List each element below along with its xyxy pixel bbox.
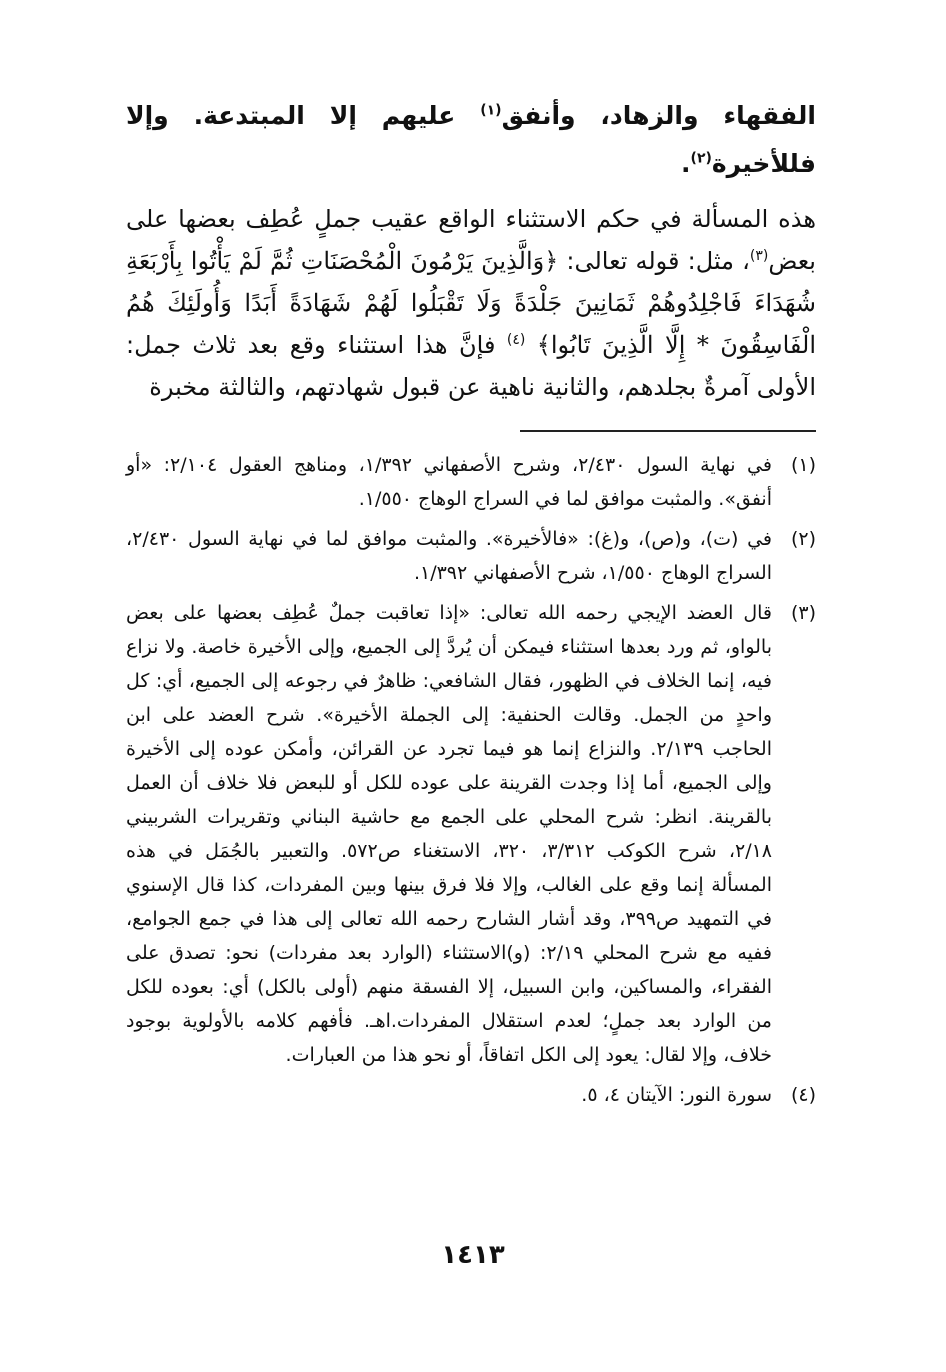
footnote-1: [126, 448, 816, 516]
opening-line-end: .: [681, 149, 691, 178]
quran-verse: ﴿وَالَّذِينَ يَرْمُونَ الْمُحْصَنَاتِ ثُمَّ لَمْ يَأْتُوا بِأَرْبَعَةِ شُهَدَاءَ فَاجْلِدُوهُمْ ثَمَانِينَ جَلْدَةً وَلَا تَقْبَلُوا لَهُمْ شَهَادَةً أَبَدًا وَأُولَئِكَ هُمُ الْفَاسِقُونَ * إِلَّا الَّذِينَ تَابُوا﴾: [126, 247, 816, 359]
footnote-number: (١): [790, 454, 816, 476]
footnote-ref-1: (١): [480, 102, 502, 119]
footnote-number: (٣): [790, 602, 816, 624]
paragraph-part-1: هذه المسألة في حكم الاستثناء الواقع عقيب جملٍ عُطِف بعضها على بعض: [126, 205, 816, 275]
footnote-ref-3: (٣): [749, 248, 769, 264]
main-paragraph: [126, 198, 816, 408]
footnote-ref-2: (٢): [690, 150, 712, 167]
page-number: ١٤١٣: [441, 1240, 505, 1270]
opening-line: [126, 92, 816, 188]
footnote-text: قال العضد الإيجي رحمه الله تعالى: «إذا تعاقبت جملٌ عُطِف بعضها على بعض بالواو، ثم ورد بعدها استثناء فيمكن أن يُردَّ إلى الجميع، وإلى الأخيرة خاصة. ولا نزاع فيه، إنما الخلاف في الظهور، فقال الشافعي: ظاهرٌ في رجوعه إلى الجميع، أي: كل واحدٍ من الجمل. وقالت الحنفية: إلى الجملة الأخيرة». شرح العضد على ابن الحاجب ٢/١٣٩. والنزاع إنما هو فيما تجرد عن القرائن، وأمكن عوده إلى الأخيرة وإلى الجميع، أما إذا وجدت القرينة على عوده للكل أو للبعض فلا خلاف أن العمل بالقرينة. انظر: شرح المحلي على الجمع مع حاشية البناني وتقريرات الشربيني ٢/١٨، شرح الكوكب ٣/٣١٢، ٣٢٠، الاستغناء ص٥٧٢. والتعبير بالجُمَل في هذه المسألة إنما وقع على الغالب، وإلا فلا فرق بينها وبين المفردات، كذا قال الإسنوي في التمهيد ص٣٩٩، وقد أشار الشارح رحمه الله تعالى إلى هذا في جمع الجوامع، ففيه مع شرح المحلي ٢/١٩: (و)الاستثناء (الوارد بعد مفردات) نحو: تصدق على الفقراء، والمساكين، وابن السبيل، إلا الفسقة منهم (أولى بالكل) أي: بعوده للكل من الوارد بعد جملٍ؛ لعدم استقلال المفردات.اهـ. فأفهم كلامه بالأولوية بوجود خلاف، وإلا لقال: يعود إلى الكل اتفاقاً، أو نحو هذا من العبارات.: [126, 602, 773, 1066]
footnote-3: [126, 596, 816, 1072]
footnote-text: في نهاية السول ٢/٤٣٠، وشرح الأصفهاني ١/٣٩٢، ومناهج العقول ٢/١٠٤: «أو أنفق». والمثبت موافق لما في السراج الوهاج ١/٥٥٠.: [126, 454, 772, 510]
main-text: [126, 92, 816, 408]
footnote-4: [126, 1078, 816, 1112]
footnote-divider: [520, 430, 816, 432]
paragraph-part-3: فإنَّ هذا استثناء وقع بعد ثلاث جمل: الأولى آمرةٌ بجلدهم، والثانية ناهية عن قبول شهادتهم، والثالثة مخبرة: [126, 331, 816, 401]
footnote-number: (٢): [790, 528, 816, 550]
footnote-2: [126, 522, 816, 590]
footnote-text: في (ت)، و(ص)، و(غ): «فالأخيرة». والمثبت موافق لما في نهاية السول ٢/٤٣٠، السراج الوهاج ١/٥٥٠، شرح الأصفهاني ١/٣٩٢.: [126, 528, 772, 584]
opening-line-part-2: عليهم إلا المبتدعة. وإلا فللأخيرة: [126, 101, 816, 178]
paragraph-part-2: ، مثل: قوله تعالى:: [558, 247, 750, 275]
footnotes-section: [126, 448, 816, 1118]
footnote-ref-4: (٤): [506, 332, 526, 348]
opening-line-part-1: الفقهاء والزهاد، وأنفق: [501, 101, 816, 130]
footnote-number: (٤): [790, 1084, 816, 1106]
footnote-text: سورة النور: الآيتان ٤، ٥.: [581, 1084, 772, 1106]
